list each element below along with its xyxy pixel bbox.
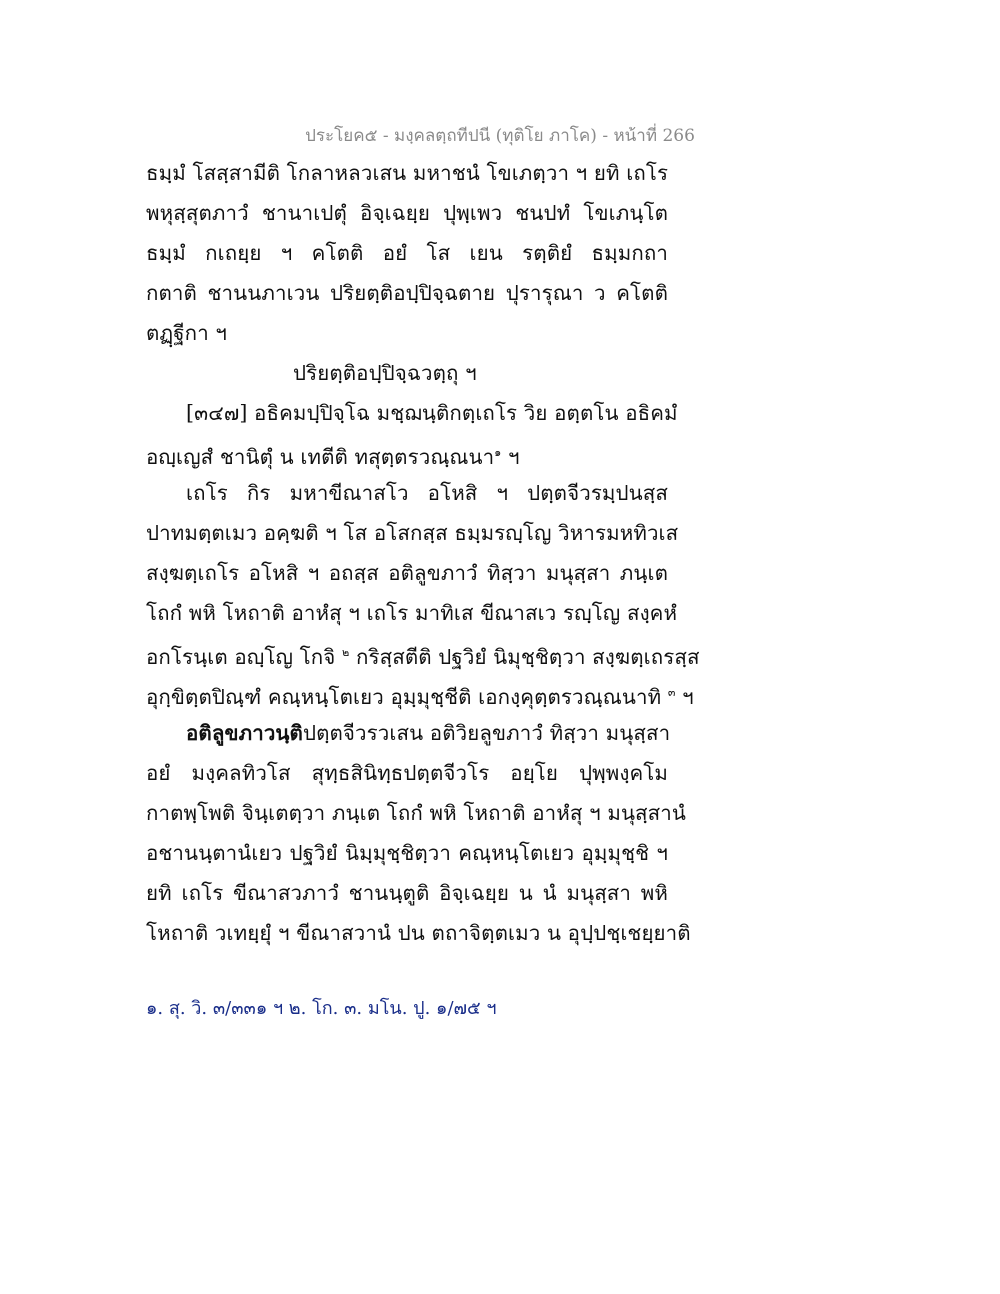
text-span: อกโรนฺเต อญฺโญ โกจิ <box>146 644 336 669</box>
text-span: อญฺเญสํ ชานิตุํ น เทตีติ ทสุตฺตรวณฺณนา <box>146 444 495 469</box>
text-line: สงฺฆตฺเถโร อโหสิ ฯ อถสฺส อติลูขภาวํ ทิสฺวา มนุสฺสา ภนฺเต <box>146 561 668 585</box>
footnote: ๑. สุ. วิ. ๓/๓๓๑ ฯ ๒. โก. ๓. มโน. ปู. ๑/๗๕ ฯ <box>146 998 497 1019</box>
text-line: เถโร กิร มหาขีณาสโว อโหสิ ฯ ปตฺตจีวรมฺปนสฺส <box>186 481 668 505</box>
text-line: กตาติ ชานนภาเวน ปริยตฺติอปฺปิจฺฉตาย ปุรารุณา ว คโตติ <box>146 281 668 305</box>
text-line <box>146 440 520 470</box>
text-line <box>186 720 671 746</box>
text-line: อยํ มงฺคลทิวโส สุทฺธสินิทฺธปตฺตจีวโร อยฺโย ปุพฺพงฺคโม <box>146 761 668 785</box>
text-line: ยทิ เถโร ขีณาสวภาวํ ชานนฺตูติ อิจฺเฉยฺย น นํ มนุสฺสา พหิ <box>146 881 668 905</box>
section-title: ปริยตฺติอปฺปิจฺฉวตฺถุ ฯ <box>293 361 477 385</box>
text-line: [๓๔๗] อธิคมปฺปิจฺโฉ มชฺฌนฺติกตฺเถโร วิย อตฺตโน อธิคมํ <box>186 401 678 425</box>
text-line: โถกํ พหิ โหถาติ อาหํสุ ฯ เถโร มาทิเส ขีณาสเว รญฺโญ สงฺคหํ <box>146 601 678 625</box>
text-span: ปตฺตจีวรวเสน อติวิยลูขภาวํ ทิสฺวา มนุสฺสา <box>302 721 671 745</box>
text-line: อชานนฺตานํเยว ปฐวิยํ นิมฺมุชฺชิตฺวา คณฺหนฺโตเยว อุมฺมุชฺชิ ฯ <box>146 841 668 865</box>
end-mark: ฯ <box>508 444 520 469</box>
text-line <box>146 640 700 670</box>
text-line: ธมฺมํ กเถยฺย ฯ คโตติ อยํ โส เยน รตฺติยํ ธมฺมกถา <box>146 241 668 265</box>
text-line: ตฏฺฐีกา ฯ <box>146 321 228 345</box>
text-line: โหถาติ วเทยฺยุํ ฯ ขีณาสวานํ ปน ตถาจิตฺตเมว น อุปฺปชฺเชยฺยาติ <box>146 921 691 945</box>
bold-term: อติลูขภาวนฺติ <box>186 721 303 745</box>
text-line: พหุสฺสุตภาวํ ชานาเปตุํ อิจฺเฉยฺย ปุพฺเพว ชนปทํ โขเภนฺโต <box>146 201 668 225</box>
footnote-marker: ๑ <box>494 446 502 459</box>
text-span: กริสฺสตีติ ปฐวิยํ นิมุชฺชิตฺวา สงฺฆตฺเถรสฺส <box>356 644 700 669</box>
text-line <box>146 680 694 710</box>
page-header: ประโยค๕ - มงฺคลตฺถทีปนี (ทุติโย ภาโค) - หน้าที่ 266 <box>305 126 695 146</box>
text-span: อุกฺขิตฺตปิณฺฑํ คณฺหนฺโตเยว อุมฺมุชฺชีติ เอกงฺคุตฺตรวณฺณนาทิ <box>146 684 662 709</box>
text-line: ปาทมตฺตเมว อคฺฆติ ฯ โส อโสกสฺส ธมฺมรญฺโญ วิหารมหทิวเส <box>146 521 679 545</box>
end-mark: ฯ <box>682 684 694 709</box>
footnote-marker: ๒ <box>342 646 350 659</box>
text-line: ธมฺมํ โสสฺสามีติ โกลาหลวเสน มหาชนํ โขเภตฺวา ฯ ยทิ เถโร <box>146 161 669 185</box>
text-line: กาตพฺโพติ จินฺเตตฺวา ภนฺเต โถกํ พหิ โหถาติ อาหํสุ ฯ มนุสฺสานํ <box>146 801 687 825</box>
footnote-marker: ๓ <box>667 686 676 699</box>
